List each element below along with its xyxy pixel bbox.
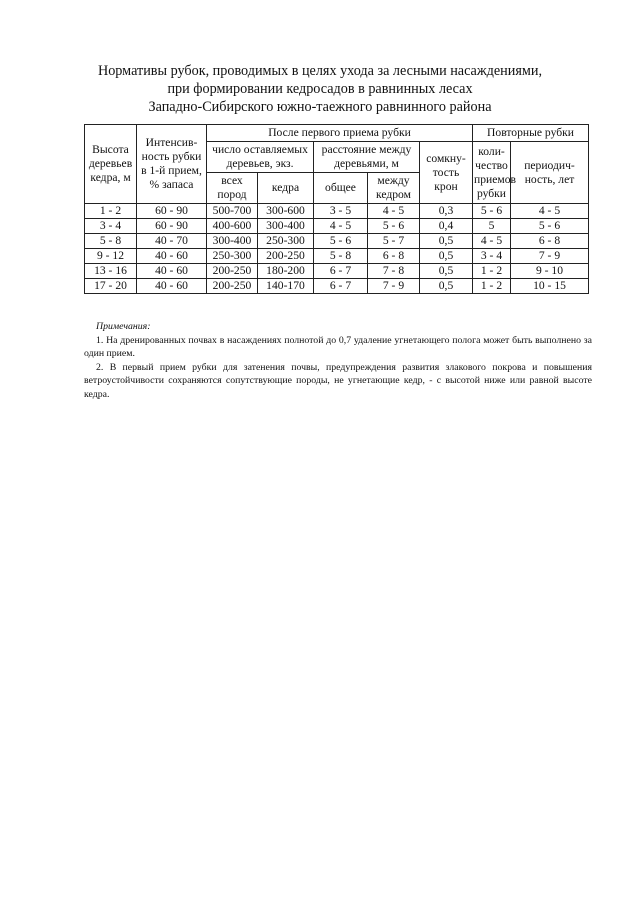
header-repeat-cuts: Повторные рубки [473, 125, 589, 142]
table-cell: 5 - 8 [85, 234, 137, 249]
title-line-2: при формировании кедросадов в равнинных лесах [167, 81, 473, 97]
table-row [85, 264, 589, 279]
table-cell: 0,4 [420, 219, 473, 234]
notes-title: Примечания: [96, 321, 151, 332]
title-line-3: Западно-Сибирского южно-таежного равнинного района [148, 99, 492, 115]
header-distance: расстояние между деревьями, м [314, 142, 420, 173]
table-cell: 300-600 [258, 204, 314, 219]
table-cell: 0,5 [420, 234, 473, 249]
table-cell: 5 - 6 [368, 219, 420, 234]
header-crown-closure: сомкну-тость крон [420, 142, 473, 204]
table-cell: 1 - 2 [473, 279, 511, 294]
table-cell: 6 - 7 [314, 264, 368, 279]
table-cell: 3 - 4 [473, 249, 511, 264]
table-cell: 7 - 9 [511, 249, 589, 264]
table-cell: 400-600 [207, 219, 258, 234]
table-cell: 0,5 [420, 264, 473, 279]
table-cell: 200-250 [258, 249, 314, 264]
table-row [85, 234, 589, 249]
header-intensity: Интенсив-ность рубки в 1-й прием, % запаса [137, 125, 207, 204]
table-cell: 6 - 8 [368, 249, 420, 264]
table-cell: 200-250 [207, 279, 258, 294]
note-1: 1. На дренированных почвах в насаждениях полнотой до 0,7 удаление угнетающего полога может быть выполнено за один прием. [84, 334, 592, 360]
table-cell: 1 - 2 [473, 264, 511, 279]
table-cell: 4 - 5 [511, 204, 589, 219]
table-cell: 9 - 10 [511, 264, 589, 279]
table-cell: 300-400 [207, 234, 258, 249]
table-cell: 3 - 4 [85, 219, 137, 234]
norms-table [84, 124, 589, 294]
table-cell: 5 - 7 [368, 234, 420, 249]
table-cell: 0,3 [420, 204, 473, 219]
table-cell: 4 - 5 [314, 219, 368, 234]
table-cell: 10 - 15 [511, 279, 589, 294]
table-cell: 6 - 8 [511, 234, 589, 249]
table-row [85, 279, 589, 294]
header-cedar: кедра [258, 173, 314, 204]
table-cell: 60 - 90 [137, 204, 207, 219]
table-cell: 13 - 16 [85, 264, 137, 279]
table-cell: 500-700 [207, 204, 258, 219]
table-cell: 300-400 [258, 219, 314, 234]
header-after-first-cut: После первого приема рубки [207, 125, 473, 142]
table-cell: 200-250 [207, 264, 258, 279]
table-cell: 3 - 5 [314, 204, 368, 219]
table-cell: 40 - 60 [137, 249, 207, 264]
table-cell: 5 [473, 219, 511, 234]
table-cell: 5 - 6 [511, 219, 589, 234]
table-cell: 5 - 8 [314, 249, 368, 264]
table-cell: 140-170 [258, 279, 314, 294]
table-cell: 4 - 5 [368, 204, 420, 219]
table-cell: 40 - 70 [137, 234, 207, 249]
table-cell: 0,5 [420, 249, 473, 264]
header-cut-count: коли-чество приемов рубки [473, 142, 511, 204]
table-cell: 40 - 60 [137, 264, 207, 279]
table-cell: 7 - 9 [368, 279, 420, 294]
table-cell: 6 - 7 [314, 279, 368, 294]
table-cell: 0,5 [420, 279, 473, 294]
title-line-1: Нормативы рубок, проводимых в целях ухода за лесными насаждениями, [97, 63, 543, 79]
table-row [85, 204, 589, 219]
table-cell: 5 - 6 [314, 234, 368, 249]
header-all-species: всех пород [207, 173, 258, 204]
header-height: Высота деревьев кедра, м [85, 125, 137, 204]
table-cell: 60 - 90 [137, 219, 207, 234]
header-distance-between-cedar: между кедром [368, 173, 420, 204]
table-cell: 1 - 2 [85, 204, 137, 219]
note-2: 2. В первый прием рубки для затенения почвы, предупреждения развития злакового покрова и повышения ветроустойчивости сохраняются сопутствующие породы, не угнетающие кедр, - с высотой ниже или равной высоте кедра. [84, 361, 592, 400]
notes-section [84, 320, 592, 402]
table-cell: 9 - 12 [85, 249, 137, 264]
table-cell: 7 - 8 [368, 264, 420, 279]
header-trees-left: число оставляемых деревьев, экз. [207, 142, 314, 173]
table-row [85, 249, 589, 264]
table-cell: 250-300 [258, 234, 314, 249]
document-title [60, 62, 580, 116]
table-cell: 5 - 6 [473, 204, 511, 219]
header-periodicity: периодич-ность, лет [511, 142, 589, 204]
table-cell: 180-200 [258, 264, 314, 279]
table-cell: 4 - 5 [473, 234, 511, 249]
table-cell: 40 - 60 [137, 279, 207, 294]
table-cell: 250-300 [207, 249, 258, 264]
table-cell: 17 - 20 [85, 279, 137, 294]
table-row [85, 219, 589, 234]
header-distance-total: общее [314, 173, 368, 204]
